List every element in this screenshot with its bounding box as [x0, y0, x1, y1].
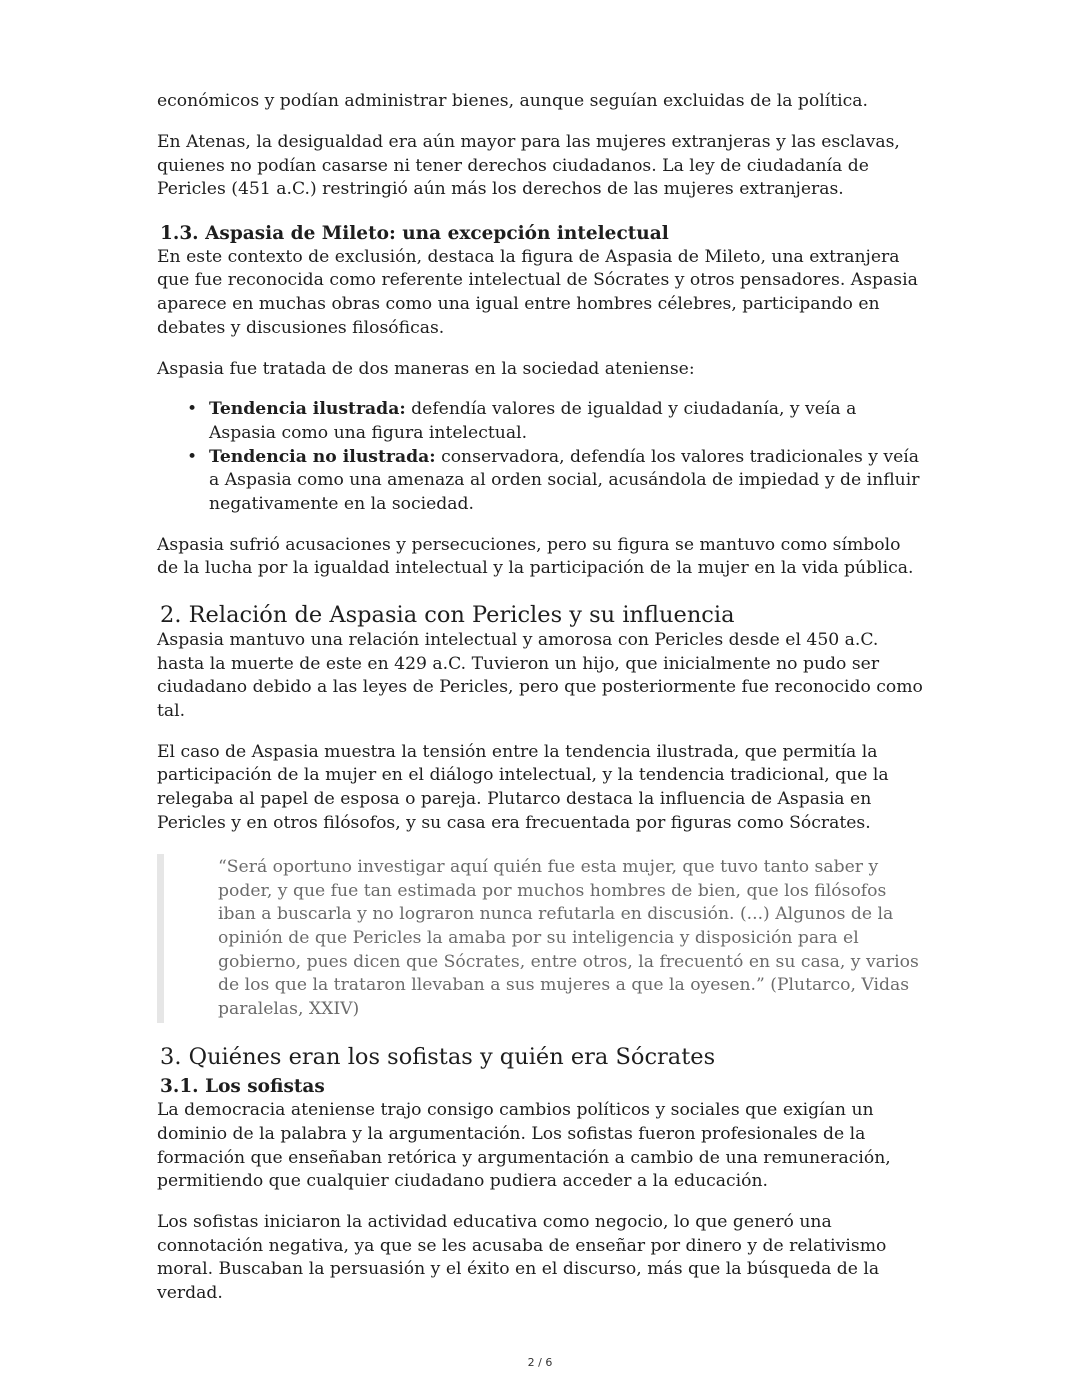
document-page [157, 90, 925, 1306]
list-item-term: Tendencia no ilustrada: [209, 446, 436, 467]
bullet-list [157, 398, 925, 516]
page-indicator: 2 / 6 [527, 1356, 553, 1369]
paragraph: En Atenas, la desigualdad era aún mayor para las mujeres extranjeras y las esclavas, quienes no podían casarse ni tener derechos ciudadanos. La ley de ciudadanía de Pericles (451 a.C.) restringió aún más los derechos de las mujeres extranjeras. [157, 132, 900, 200]
list-item-text: defendía valores de igualdad y ciudadanía, y veía a Aspasia como una figura intelectual. [209, 399, 857, 443]
section-heading-2: 2. Relación de Aspasia con Pericles y su influencia [160, 602, 735, 628]
paragraph: En este contexto de exclusión, destaca la figura de Aspasia de Mileto, una extranjera que fue reconocida como referente intelectual de Sócrates y otros pensadores. Aspasia aparece en muchas obras como una igual entre hombres célebres, participando en debates y discusiones filosóficas. [157, 246, 918, 338]
paragraph: económicos y podían administrar bienes, aunque seguían excluidas de la política. [157, 91, 869, 111]
bullet-icon: • [187, 446, 198, 467]
list-item [187, 446, 925, 517]
paragraph: El caso de Aspasia muestra la tensión entre la tendencia ilustrada, que permitía la participación de la mujer en el diálogo intelectual, y la tendencia tradicional, que la relegaba al papel de esposa o pareja. Plutarco destaca la influencia de Aspasia en Pericles y en otros filósofos, y su casa era frecuentada por figuras como Sócrates. [157, 741, 889, 833]
paragraph: La democracia ateniense trajo consigo cambios políticos y sociales que exigían un dominio de la palabra y la argumentación. Los sofistas fueron profesionales de la formación que enseñaban retórica y argumentación a cambio de una remuneración, permitiendo que cualquier ciudadano pudiera acceder a la educación. [157, 1100, 891, 1192]
section-heading-3: 3. Quiénes eran los sofistas y quién era Sócrates [160, 1044, 716, 1071]
list-item-term: Tendencia ilustrada: [209, 399, 406, 420]
bullet-icon: • [187, 399, 198, 420]
list-item [187, 398, 925, 445]
paragraph: Aspasia sufrió acusaciones y persecuciones, pero su figura se mantuvo como símbolo de la lucha por la igualdad intelectual y la participación de la mujer en la vida pública. [157, 534, 914, 579]
paragraph: Aspasia fue tratada de dos maneras en la sociedad ateniense: [157, 358, 695, 379]
list-item-text: conservadora, defendía los valores tradicionales y veía a Aspasia como una amenaza al orden social, acusándola de impiedad y de influir negativamente en la sociedad. [209, 446, 920, 514]
section-heading-1-3: 1.3. Aspasia de Mileto: una excepción intelectual [160, 222, 669, 244]
paragraph: Los sofistas iniciaron la actividad educativa como negocio, lo que generó una connotación negativa, ya que se les acusaba de enseñar por dinero y de relativismo moral. Buscaban la persuasión y el éxito en el discurso, más que la búsqueda de la verdad. [157, 1212, 887, 1304]
quote-text: “Será oportuno investigar aquí quién fue esta mujer, que tuvo tanto saber y poder, y que fue tan estimada por muchos hombres de bien, que los filósofos iban a buscarla y no lograron nunca refutarla en discusión. (...) Algunos de la opinión de que Pericles la amaba por su inteligencia y disposición para el gobierno, pues dicen que Sócrates, entre otros, la frecuentó en su casa, y varios de los que la trataron llevaban a sus mujeres a que la oyesen.” (Plutarco, Vidas paralelas, XXIV) [218, 857, 919, 1019]
paragraph: Aspasia mantuvo una relación intelectual y amorosa con Pericles desde el 450 a.C. hasta la muerte de este en 429 a.C. Tuvieron un hijo, que inicialmente no pudo ser ciudadano debido a las leyes de Pericles, pero que posteriormente fue reconocido como tal. [157, 630, 923, 721]
blockquote [157, 854, 925, 1023]
section-heading-3-1: 3.1. Los sofistas [160, 1076, 325, 1098]
